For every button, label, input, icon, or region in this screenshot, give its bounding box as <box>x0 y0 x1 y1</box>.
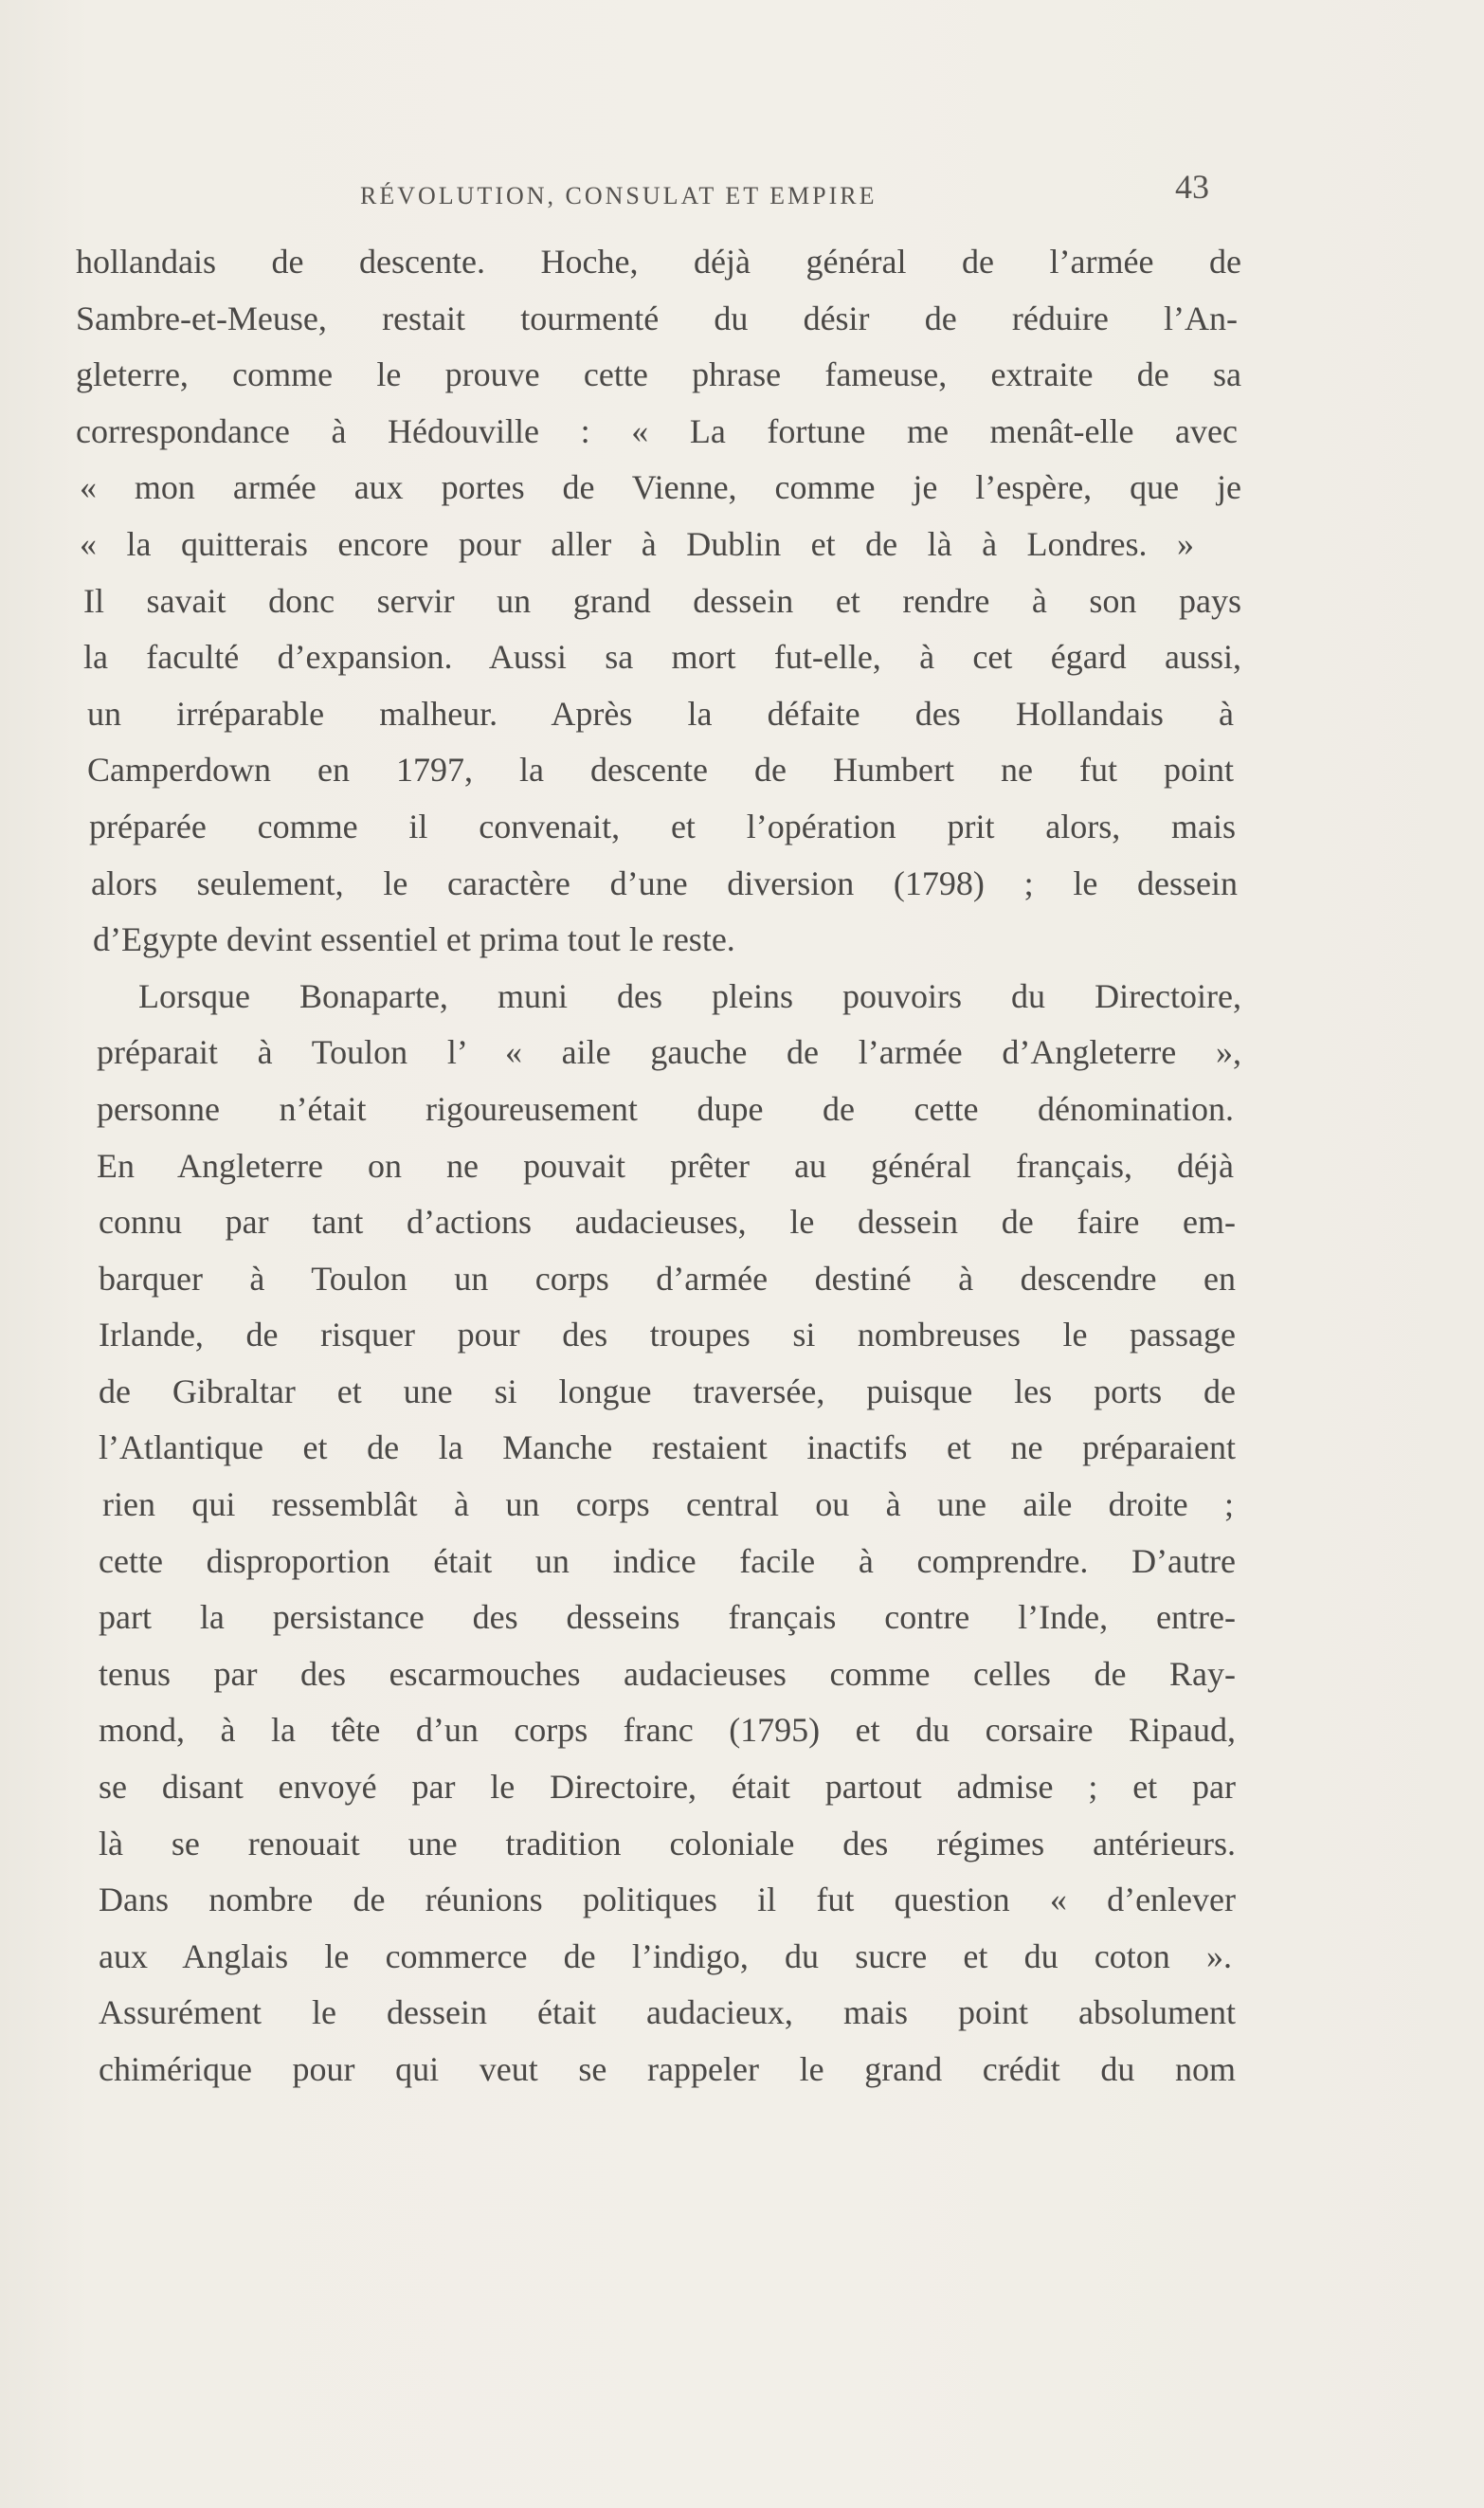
text-line: correspondance à Hédouville : « La fortune me menât-elle avec <box>76 411 1238 450</box>
text-line: là se renouait une tradition coloniale des régimes antérieurs. <box>99 1824 1236 1863</box>
text-line: de Gibraltar et une si longue traversée, puisque les ports de <box>99 1372 1236 1410</box>
text-line: Assurément le dessein était audacieux, mais point absolument <box>99 1993 1236 2032</box>
text-line: l’Atlantique et de la Manche restaient inactifs et ne préparaient <box>99 1428 1236 1467</box>
text-line: mond, à la tête d’un corps franc (1795) et du corsaire Ripaud, <box>99 1711 1236 1750</box>
text-line: gleterre, comme le prouve cette phrase fameuse, extraite de sa <box>76 355 1241 394</box>
text-line: d’Egypte devint essentiel et prima tout le reste. <box>93 920 735 959</box>
text-line: préparée comme il convenait, et l’opération prit alors, mais <box>89 807 1236 845</box>
text-line: préparait à Toulon l’ « aile gauche de l’armée d’Angleterre », <box>97 1033 1241 1072</box>
text-line: Irlande, de risquer pour des troupes si nombreuses le passage <box>99 1316 1236 1354</box>
text-line: se disant envoyé par le Directoire, était partout admise ; et par <box>99 1768 1236 1807</box>
text-line: alors seulement, le caractère d’une diversion (1798) ; le dessein <box>91 863 1238 902</box>
text-line: « la quitterais encore pour aller à Dublin et de là à Londres. » <box>80 524 1194 563</box>
text-line: Camperdown en 1797, la descente de Humbert ne fut point <box>87 751 1234 790</box>
text-line: personne n’était rigoureusement dupe de cette dénomination. <box>97 1089 1234 1128</box>
text-line: un irréparable malheur. Après la défaite des Hollandais à <box>87 694 1234 733</box>
text-line: cette disproportion était un indice facile à comprendre. D’autre <box>99 1541 1236 1580</box>
text-line: hollandais de descente. Hoche, déjà général de l’armée de <box>76 243 1241 281</box>
body-text <box>76 234 1270 2099</box>
text-line: Il savait donc servir un grand dessein et rendre à son pays <box>83 581 1241 620</box>
text-line: aux Anglais le commerce de l’indigo, du sucre et du coton ». <box>99 1936 1232 1975</box>
text-line: tenus par des escarmouches audacieuses comme celles de Ray- <box>99 1654 1236 1693</box>
text-line: barquer à Toulon un corps d’armée destiné à descendre en <box>99 1259 1236 1298</box>
text-line: chimérique pour qui veut se rappeler le grand crédit du nom <box>99 2050 1236 2088</box>
text-line: « mon armée aux portes de Vienne, comme je l’espère, que je <box>80 468 1241 507</box>
text-line: la faculté d’expansion. Aussi sa mort fut-elle, à cet égard aussi, <box>83 638 1241 677</box>
text-line: En Angleterre on ne pouvait prêter au général français, déjà <box>97 1146 1234 1185</box>
text-line: rien qui ressemblât à un corps central ou à une aile droite ; <box>102 1485 1234 1524</box>
text-line: Dans nombre de réunions politiques il fut question « d’enlever <box>99 1881 1236 1919</box>
text-line: connu par tant d’actions audacieuses, le dessein de faire em- <box>99 1203 1236 1242</box>
text-line: Sambre-et-Meuse, restait tourmenté du désir de réduire l’An- <box>76 299 1238 337</box>
text-line: part la persistance des desseins français contre l’Inde, entre- <box>99 1598 1236 1637</box>
page-number: 43 <box>1175 168 1209 206</box>
text-line: Lorsque Bonaparte, muni des pleins pouvoirs du Directoire, <box>138 976 1241 1015</box>
running-title: RÉVOLUTION, CONSULAT ET EMPIRE <box>360 182 878 209</box>
